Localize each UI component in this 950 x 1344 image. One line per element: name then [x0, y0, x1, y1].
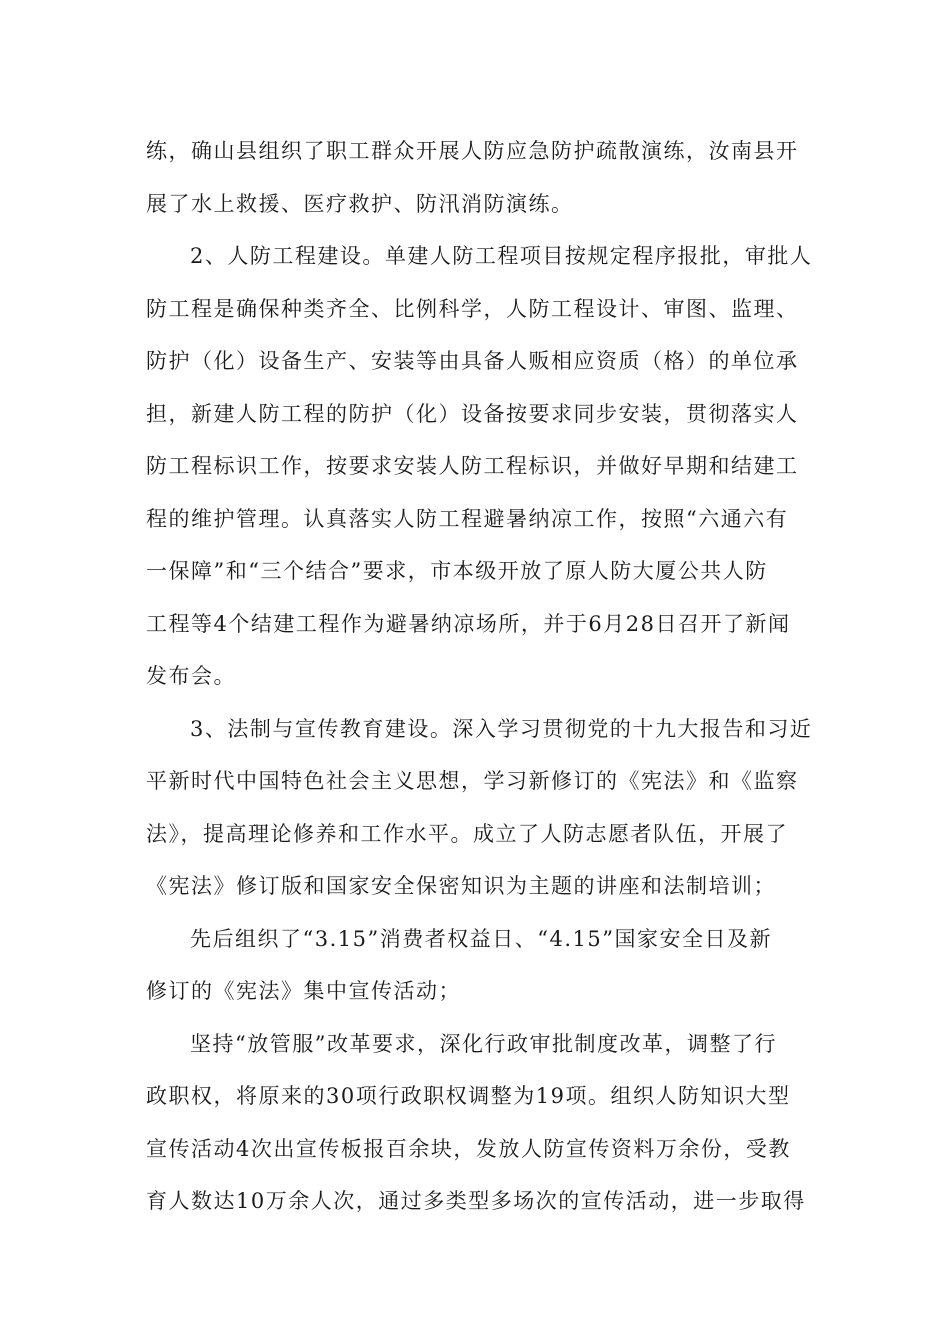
text-line: 平新时代中国特色社会主义思想，学习新修订的《宪法》和《监察 — [146, 769, 799, 793]
text-line: 工程等4个结建工程作为避暑纳凉场所，并于6月28日召开了新闻 — [146, 611, 791, 636]
text-line: 展了水上救援、医疗救护、防汛消防演练。 — [146, 191, 574, 216]
text-line: 政职权，将原来的30项行政职权调整为19项。组织人防知识大型 — [146, 1084, 791, 1108]
paragraph-start-line: 坚持“放管服”改革要求，深化行政审批制度改革，调整了行 — [190, 1031, 777, 1056]
text-line: 发布会。 — [146, 664, 236, 688]
text-line: 《宪法》修订版和国家安全保密知识为主题的讲座和法制培训； — [146, 874, 776, 898]
text-line: 防护（化）设备生产、安装等由具备人贩相应资质（格）的单位承 — [146, 349, 799, 373]
paragraph-start-line: 先后组织了“3.15”消费者权益日、“4.15”国家安全日及新 — [190, 926, 772, 951]
text-line: 一保障”和“三个结合”要求，市本级开放了原人防大厦公共人防 — [146, 559, 768, 583]
body-text — [146, 125, 813, 1228]
text-line: 担，新建人防工程的防护（化）设备按要求同步安装，贯彻落实人 — [146, 401, 799, 426]
paragraph-start-line: 2、人防工程建设。单建人防工程项目按规定程序报批，审批人 — [190, 244, 813, 268]
text-line: 防工程是确保种类齐全、比例科学，人防工程设计、审图、监理、 — [146, 296, 799, 321]
text-line: 法》，提高理论修养和工作水平。成立了人防志愿者队伍，开展了 — [146, 821, 788, 846]
text-line: 防工程标识工作，按要求安装人防工程标识，并做好早期和结建工 — [146, 454, 799, 478]
text-line: 程的维护管理。认真落实人防工程避暑纳凉工作，按照“六通六有 — [146, 506, 789, 531]
text-line: 育人数达10万余人次，通过多类型多场次的宣传活动，进一步取得 — [146, 1189, 806, 1213]
text-line: 练，确山县组织了职工群众开展人防应急防护疏散演练，汝南县开 — [146, 139, 799, 163]
paragraph-start-line: 3、法制与宣传教育建设。深入学习贯彻党的十九大报告和习近 — [190, 716, 813, 741]
text-line: 修订的《宪法》集中宣传活动； — [146, 979, 461, 1003]
text-line: 宣传活动4次出宣传板报百余块，发放人防宣传资料万余份，受教 — [146, 1136, 791, 1161]
